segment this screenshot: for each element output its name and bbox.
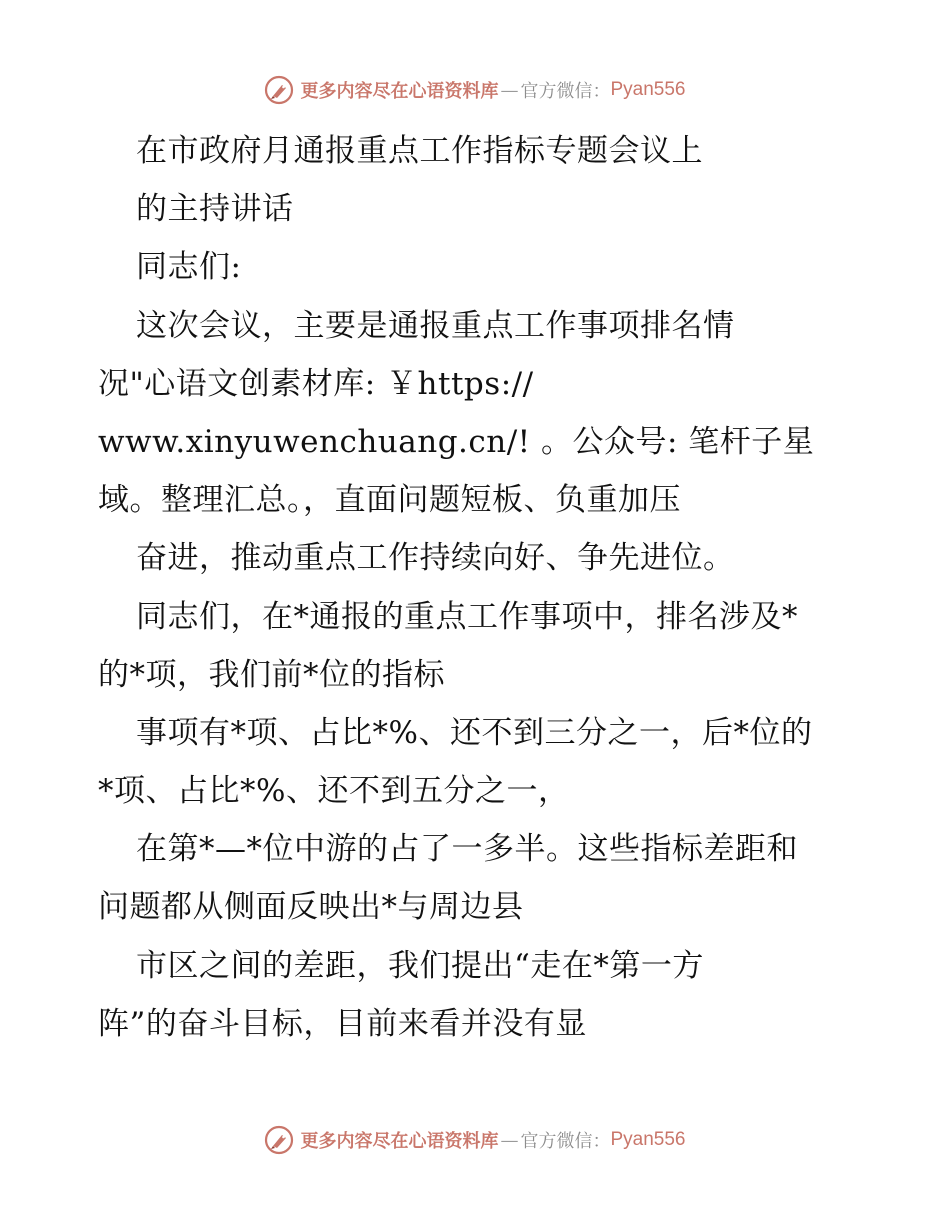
- watermark-brand-text: 更多内容尽在心语资料库: [300, 81, 499, 102]
- watermark-wechat-label: 官方微信：: [520, 81, 611, 102]
- watermark-separator: —: [500, 79, 519, 101]
- salutation: 同志们:: [136, 249, 242, 286]
- title-line-2: 的主持讲话: [136, 191, 294, 228]
- paragraph-line: 事项有*项、占比*%、还不到三分之一，后*位的: [136, 714, 813, 751]
- pen-nib-logo-icon: [264, 1125, 294, 1155]
- paragraph-line: 问题都从侧面反映出*与周边县: [98, 889, 524, 926]
- title-line-1: 在市政府月通报重点工作指标专题会议上: [136, 133, 703, 169]
- watermark-wechat-label: 官方微信：: [520, 1131, 611, 1152]
- paragraph-line: *项、占比*%、还不到五分之一，: [98, 773, 570, 810]
- paragraph-line: 市区之间的差距，我们提出“走在*第一方: [136, 947, 704, 984]
- header-watermark: [0, 70, 950, 110]
- paragraph-line: 在第*—*位中游的占了一多半。这些指标差距和: [136, 831, 798, 868]
- watermark-wechat-id: Pyan556: [610, 1129, 686, 1150]
- watermark-wechat-id: Pyan556: [610, 79, 686, 100]
- paragraph-line: 阵”的奋斗目标，目前来看并没有显: [98, 1005, 587, 1042]
- paragraph-line: 的*项，我们前*位的指标: [98, 656, 445, 693]
- paragraph-line: 这次会议，主要是通报重点工作事项排名情: [136, 307, 735, 344]
- pen-nib-logo-icon: [264, 75, 294, 105]
- paragraph-line: 域。整理汇总。，直面问题短板、负重加压: [98, 482, 681, 519]
- document-body: [98, 122, 888, 1053]
- paragraph-line: www.xinyuwenchuang.cn/! 。公众号: 笔杆子星: [98, 423, 815, 460]
- watermark-separator: —: [500, 1129, 519, 1151]
- watermark-brand-text: 更多内容尽在心语资料库: [300, 1131, 499, 1152]
- footer-watermark: [0, 1120, 950, 1160]
- paragraph-line: 况"心语文创素材库: ￥https://: [98, 365, 534, 402]
- paragraph-line: 奋进，推动重点工作持续向好、争先进位。: [136, 540, 735, 577]
- paragraph-line: 同志们，在*通报的重点工作事项中，排名涉及*: [136, 598, 798, 635]
